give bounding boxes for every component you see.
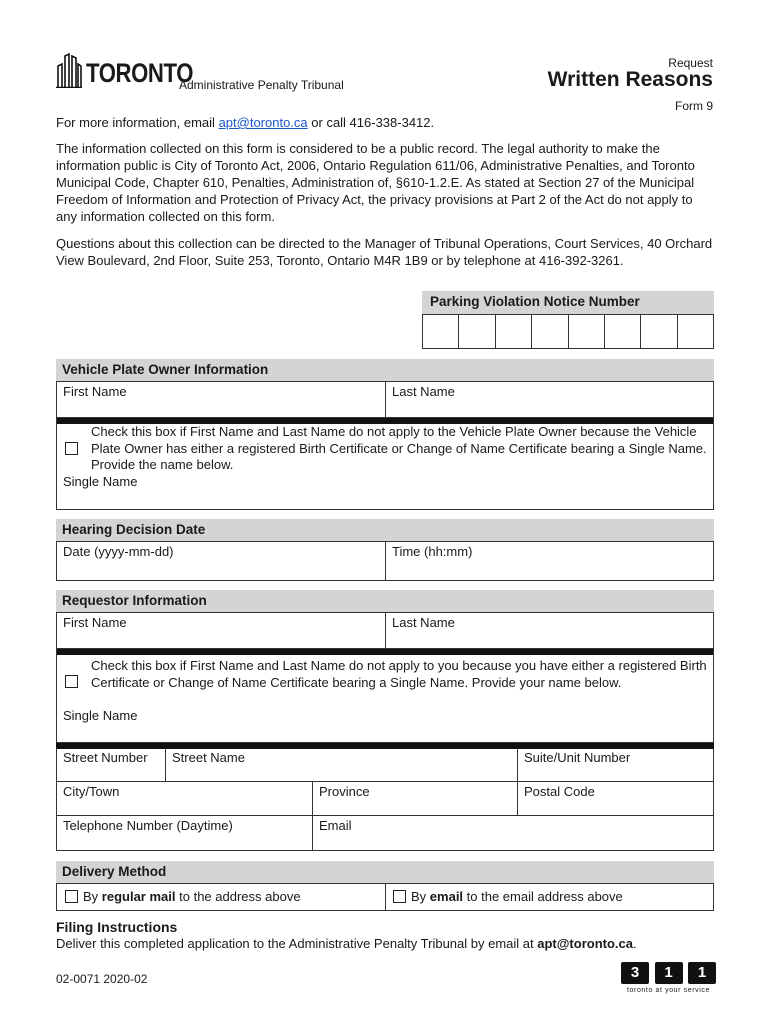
divider xyxy=(56,649,714,655)
date-label: Date (yyyy-mm-dd) xyxy=(63,544,174,559)
last-name-label: Last Name xyxy=(392,384,455,399)
last-name-label: Last Name xyxy=(392,615,455,630)
vehicle-owner-single-name-field[interactable] xyxy=(56,474,714,510)
requestor-last-name-field[interactable] xyxy=(386,613,713,648)
first-name-label: First Name xyxy=(63,615,127,630)
requestor-name-row xyxy=(56,612,714,649)
vehicle-owner-heading: Vehicle Plate Owner Information xyxy=(56,359,714,381)
postal-code-field[interactable] xyxy=(518,782,713,815)
vehicle-owner-name-row xyxy=(56,381,714,418)
contact-info-prefix: For more information, email xyxy=(56,115,219,130)
requestor-checkbox-label: Check this box if First Name and Last Name do not apply to you because you have either a registered Birth Certificate or Change of Name Certificate bearing a Single Name. Provide your name below. xyxy=(91,658,707,690)
delivery-heading: Delivery Method xyxy=(56,861,714,883)
requestor-single-name-field[interactable] xyxy=(56,708,714,743)
logo-wordmark: TORONTO xyxy=(86,58,194,88)
delivery-mail-prefix: By xyxy=(83,889,99,904)
tribunal-name: Administrative Penalty Tribunal xyxy=(179,78,344,92)
hearing-time-field[interactable] xyxy=(386,542,713,580)
badge-311-digits xyxy=(621,962,716,984)
pvn-heading: Parking Violation Notice Number xyxy=(422,291,714,314)
hearing-row xyxy=(56,541,714,581)
city-field[interactable] xyxy=(57,782,313,815)
filing-text xyxy=(56,936,637,951)
vehicle-owner-single-name-checkbox[interactable] xyxy=(65,442,78,455)
requestor-heading: Requestor Information xyxy=(56,590,714,612)
badge-311 xyxy=(621,962,716,994)
city-label: City/Town xyxy=(63,784,120,799)
delivery-email-bold: email xyxy=(429,889,464,904)
pvn-digit-input[interactable] xyxy=(641,315,677,348)
vehicle-owner-first-name-field[interactable] xyxy=(57,382,386,417)
vehicle-owner-single-name-option xyxy=(56,424,714,474)
delivery-email-suffix: to the email address above xyxy=(466,889,623,904)
street-name-label: Street Name xyxy=(172,750,245,765)
pvn-digit-input[interactable] xyxy=(459,315,495,348)
delivery-email-checkbox[interactable] xyxy=(393,890,406,903)
contact-info xyxy=(56,114,716,131)
pvn-digit-input[interactable] xyxy=(532,315,568,348)
street-number-label: Street Number xyxy=(63,750,148,765)
delivery-mail-checkbox[interactable] xyxy=(65,890,78,903)
pvn-digit-input[interactable] xyxy=(423,315,459,348)
street-row xyxy=(56,748,714,782)
single-name-cell xyxy=(57,708,713,742)
pvn-digit-input[interactable] xyxy=(605,315,641,348)
vehicle-owner-last-name-field[interactable] xyxy=(386,382,713,417)
public-record-notice: The information collected on this form is considered to be a public record. The legal authority to make the information public is City of Toronto Act, 2006, Ontario Regulation 611/06, Administrative Penalties, and Toronto Municipal Code, Chapter 610, Penalties, Administration of, §610-1.2.E. As stated at Section 27 of the Municipal Freedom of Information and Protection of Privacy Act, the privacy provisions at Part 2 of the Act do not apply to any information collected on this form. xyxy=(56,141,695,224)
contact-info-suffix: or call 416-338-3412. xyxy=(307,115,435,130)
postal-code-label: Postal Code xyxy=(524,784,595,799)
filing-text-prefix: Deliver this completed application to the Administrative Penalty Tribunal by email at xyxy=(56,936,538,951)
delivery-email-prefix: By xyxy=(411,889,427,904)
single-name-label: Single Name xyxy=(63,708,138,723)
city-row xyxy=(56,782,714,816)
email-link[interactable]: apt@toronto.ca xyxy=(218,115,308,130)
email-field[interactable] xyxy=(313,816,713,850)
province-label: Province xyxy=(319,784,370,799)
form-title: Written Reasons xyxy=(547,68,713,91)
single-name-label: Single Name xyxy=(63,474,138,489)
single-name-cell xyxy=(57,474,713,509)
delivery-mail-suffix: to the address above xyxy=(179,889,301,904)
badge-tagline: toronto at your service xyxy=(626,987,711,994)
delivery-email-option[interactable] xyxy=(393,889,623,904)
badge-digit: 3 xyxy=(621,962,649,984)
province-field[interactable] xyxy=(313,782,518,815)
street-number-field[interactable] xyxy=(57,748,166,781)
vehicle-owner-checkbox-label: Check this box if First Name and Last Name do not apply to the Vehicle Plate Owner because the Vehicle Plate Owner has either a registered Birth Certificate or Change of Name Certificate bearing a Single Name. Provide the name below. xyxy=(91,424,707,472)
requestor-single-name-option xyxy=(56,658,714,708)
street-name-field[interactable] xyxy=(166,748,518,781)
telephone-field[interactable] xyxy=(57,816,313,850)
requestor-first-name-field[interactable] xyxy=(57,613,386,648)
city-hall-icon xyxy=(56,52,82,88)
hearing-heading: Hearing Decision Date xyxy=(56,519,714,541)
questions-notice: Questions about this collection can be directed to the Manager of Tribunal Operations, Court Services, 40 Orchard View Boulevard, 2nd Floor, Suite 253, Toronto, Ontario M4R 1B9 or by telephone at 416-392-3261. xyxy=(56,236,713,268)
first-name-label: First Name xyxy=(63,384,127,399)
requestor-single-name-checkbox[interactable] xyxy=(65,675,78,688)
time-label: Time (hh:mm) xyxy=(392,544,473,559)
telephone-label: Telephone Number (Daytime) xyxy=(63,818,233,833)
filing-email: apt@toronto.ca xyxy=(537,936,633,951)
delivery-mail-option[interactable] xyxy=(65,889,301,904)
form-code: 02-0071 2020-02 xyxy=(56,972,148,986)
contact-row xyxy=(56,816,714,851)
delivery-mail-bold: regular mail xyxy=(101,889,176,904)
email-label: Email xyxy=(319,818,352,833)
request-label: Request xyxy=(668,56,713,70)
badge-digit: 1 xyxy=(688,962,716,984)
pvn-digit-input[interactable] xyxy=(569,315,605,348)
form-number: Form 9 xyxy=(674,99,713,113)
badge-digit: 1 xyxy=(655,962,683,984)
pvn-digit-input[interactable] xyxy=(496,315,532,348)
hearing-date-field[interactable] xyxy=(57,542,386,580)
filing-text-suffix: . xyxy=(632,936,637,951)
suite-label: Suite/Unit Number xyxy=(524,750,631,765)
pvn-input-group xyxy=(422,314,714,349)
pvn-digit-input[interactable] xyxy=(678,315,713,348)
filing-title: Filing Instructions xyxy=(56,919,178,935)
suite-field[interactable] xyxy=(518,748,713,781)
